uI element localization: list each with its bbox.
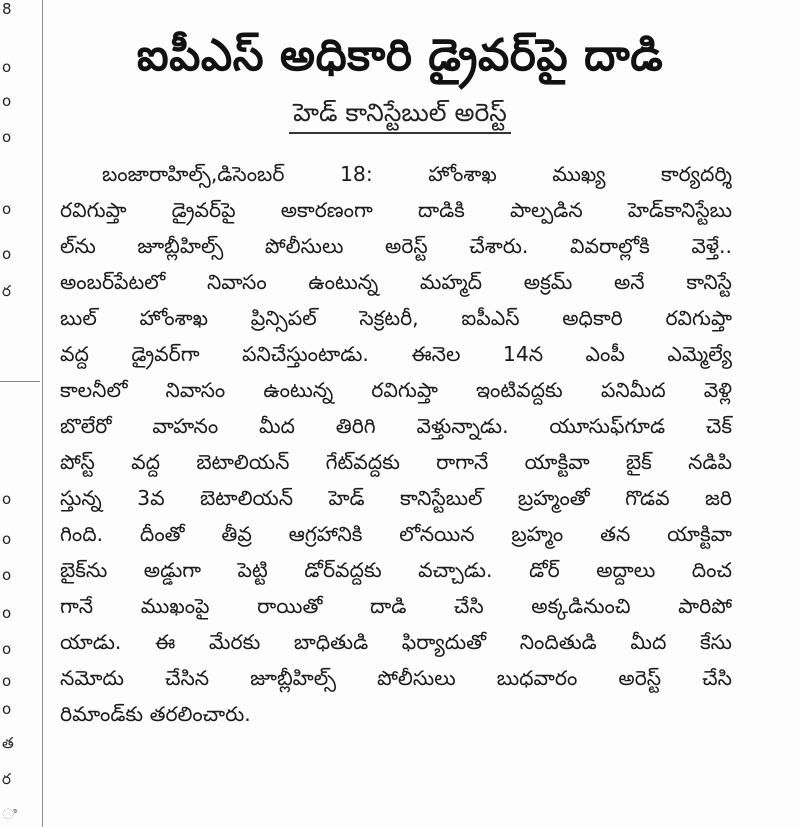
adjacent-column-char: o (2, 92, 12, 110)
adjacent-column-char: o (2, 128, 12, 146)
body-line: స్తున్న 3వ బెటాలియన్ హెడ్ కానిస్టేబుల్ బ్రహ్మంతో గొడవ జరి (60, 486, 732, 510)
body-line: కాలనీలో నివాసం ఉంటున్న రవిగుప్తా ఇంటివద్దకు పనిమీద వెళ్లి (60, 378, 732, 402)
body-line: నమోదు చేసిన జూబ్లీహిల్స్ పోలీసులు బుధవారం అరెస్ట్ చేసి (60, 666, 732, 690)
adjacent-column-char: o (2, 640, 12, 658)
news-article (60, 0, 740, 827)
body-line: బొలేరో వాహనం మీద తిరిగి వెళ్తున్నాడు. యూసుఫ్‌గూడ చెక్ (60, 414, 732, 438)
body-line: గానే ముఖంపై రాయితో దాడి చేసి అక్కడినుంచి పారిపో (60, 594, 732, 618)
article-subheadline: హెడ్ కానిస్టేబుల్ అరెస్ట్ (289, 96, 511, 134)
adjacent-column-char: o (2, 58, 12, 76)
body-line: బుల్ హోంశాఖ ప్రిన్సిపల్ సెక్రటరీ, ఐపీఎస్ అధికారి రవిగుప్తా (60, 306, 732, 330)
adjacent-column-char: o (2, 245, 12, 263)
body-line: బైక్‌ను అడ్డుగా పెట్టి డోర్‌వద్దకు వచ్చాడు. డోర్ అద్దాలు దించ (60, 558, 732, 582)
adjacent-column-char: o (2, 200, 12, 218)
adjacent-column-char: o (2, 530, 12, 548)
body-line: పోస్ట్ వద్ద బెటాలియన్ గేట్‌వద్దకు రాగానే యాక్టివా బైక్ నడిపి (60, 450, 732, 474)
adjacent-column-char: o (2, 490, 12, 508)
body-line: బంజారాహిల్స్,డిసెంబర్ 18: హోంశాఖ ముఖ్య కార్యదర్శి (102, 162, 732, 186)
column-divider (42, 0, 43, 827)
body-line: రవిగుప్తా డ్రైవర్‌పై అకారణంగా దాడికి పాల్పడిన హెడ్‌కానిస్టేబు (60, 198, 732, 222)
adjacent-column-char: o (2, 700, 12, 718)
adjacent-column-char: o (2, 604, 12, 622)
adjacent-column-char: 8 (2, 0, 12, 18)
body-line: అంబర్‌పేటలో నివాసం ఉంటున్న మహ్మద్ అక్రమ్ అనే కానిస్టే (60, 270, 732, 294)
article-body (60, 156, 732, 732)
adjacent-column-char: ర (2, 282, 11, 300)
section-divider (0, 381, 40, 382)
adjacent-column-char: o (2, 566, 12, 584)
body-line: యాడు. ఈ మేరకు బాధితుడి ఫిర్యాదుతో నిందితుడి మీద కేసు (60, 630, 732, 654)
article-headline: ఐపీఎస్ అధికారి డ్రైవర్‌పై దాడి (136, 30, 664, 81)
body-line: వద్ద డ్రైవర్‌గా పనిచేస్తుంటాడు. ఈనెల 14న ఎంపీ ఎమ్మెల్యే (60, 342, 732, 366)
body-line: గింది. దీంతో తీవ్ర ఆగ్రహానికి లోనయిన బ్రహ్మం తన యాక్టివా (60, 522, 732, 546)
adjacent-column-char: ర (2, 770, 11, 788)
adjacent-column-char: o (2, 672, 12, 690)
article-subheadline-wrap (60, 96, 740, 134)
adjacent-column-char: ಿ (2, 805, 17, 823)
body-line: రిమాండ్‌కు తరలించారు. (60, 702, 251, 726)
adjacent-column-fragments (0, 0, 18, 827)
body-line: ల్‌ను జూబ్లీహిల్స్ పోలీసులు అరెస్ట్ చేశారు. వివరాల్లోకి వెళ్తే.. (60, 234, 732, 258)
adjacent-column-char: త (2, 734, 14, 752)
